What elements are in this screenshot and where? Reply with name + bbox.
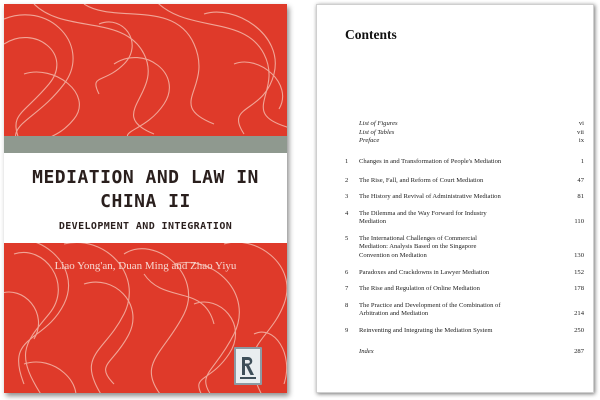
chapter-title [359,193,531,201]
chapter-page: 214 [574,310,584,318]
chapter-page: 47 [577,177,584,184]
chapter-page: 81 [577,193,584,200]
chapter-number: 1 [345,158,349,165]
book-cover [4,4,287,393]
cover-gray-band [4,136,287,153]
front-matter-item [359,129,584,138]
publisher-logo-icon [234,347,262,385]
toc-chapter-2 [345,177,584,185]
chapter-title-line: Convention on Mediation [359,251,427,259]
chapter-title-line: The Rise, Fall, and Reform of Court Mediation [359,177,484,184]
toc-chapter-8 [345,302,584,319]
toc-chapter-5 [345,235,584,260]
toc-chapter-3 [345,193,584,201]
front-matter-page: vii [577,128,584,136]
book-title [4,166,287,214]
chapter-title [359,177,531,185]
book-subtitle: DEVELOPMENT AND INTEGRATION [58,221,233,232]
front-matter-label: List of Figures [359,120,398,127]
chapter-title-line: Paradoxes and Crackdowns in Lawyer Mediation [359,269,490,276]
chapter-number: 2 [345,177,349,184]
chapter-number: 8 [345,302,349,309]
chapter-title-line: The International Challenges of Commercial [359,235,477,242]
front-matter-page: ix [578,137,584,145]
chapter-page: 1 [580,158,584,165]
contents-page [316,4,594,393]
chapter-title-line: Mediation [359,218,387,226]
chapter-title-line: Mediation: Analysis Based on the Singapore [359,243,477,251]
chapter-title-line: Reinventing and Integrating the Mediation System [359,327,493,334]
chapter-page: 130 [574,251,584,259]
toc-chapter-9 [345,327,584,335]
chapter-title-line: Changes in and Transformation of People's Mediation [359,158,502,165]
front-matter-page: vi [578,120,584,127]
chapter-page: 178 [574,285,584,292]
chapter-title [359,302,531,319]
front-matter-label: List of Tables [359,128,395,136]
chapter-page: 110 [574,218,584,226]
chapter-title-line: The History and Revival of Administrative Mediation [359,193,501,200]
chapter-title [359,158,531,166]
front-matter-label: Preface [359,137,380,145]
book-title-line-1: MEDIATION AND LAW IN [32,167,259,188]
chapter-number: 6 [345,269,349,276]
chapter-title [359,269,531,277]
toc-chapter-1 [345,158,584,166]
book-authors: Liao Yong'an, Duan Ming and Zhao Yiyu [54,260,237,272]
chapter-title-line: The Rise and Regulation of Online Mediation [359,285,480,292]
chapter-title [359,285,531,293]
chapter-number: 4 [345,210,349,217]
chapter-title [359,327,531,335]
chapter-title [359,235,531,260]
front-matter-list [359,120,584,146]
front-matter-item [359,137,584,146]
chapter-title-line: Arbitration and Mediation [359,310,429,318]
cover-title-band [4,153,287,243]
chapter-number: 5 [345,235,349,242]
index-page: 287 [574,348,584,355]
toc-chapter-4 [345,210,584,227]
chapter-number: 3 [345,193,349,200]
chapter-title [359,210,531,227]
chapter-title-line: The Practice and Development of the Combination of [359,302,501,309]
chapter-number: 7 [345,285,349,292]
chapter-page: 250 [574,327,584,334]
chapter-page: 152 [574,269,584,276]
toc-chapter-7 [345,285,584,293]
contents-heading: Contents [345,27,397,42]
book-title-line-2: CHINA II [100,191,191,212]
chapter-number: 9 [345,327,349,334]
toc-index [359,348,584,356]
chapter-title-line: The Dilemma and the Way Forward for Industry [359,210,487,217]
toc-chapter-6 [345,269,584,277]
front-matter-item [359,120,584,129]
index-label: Index [359,348,374,355]
